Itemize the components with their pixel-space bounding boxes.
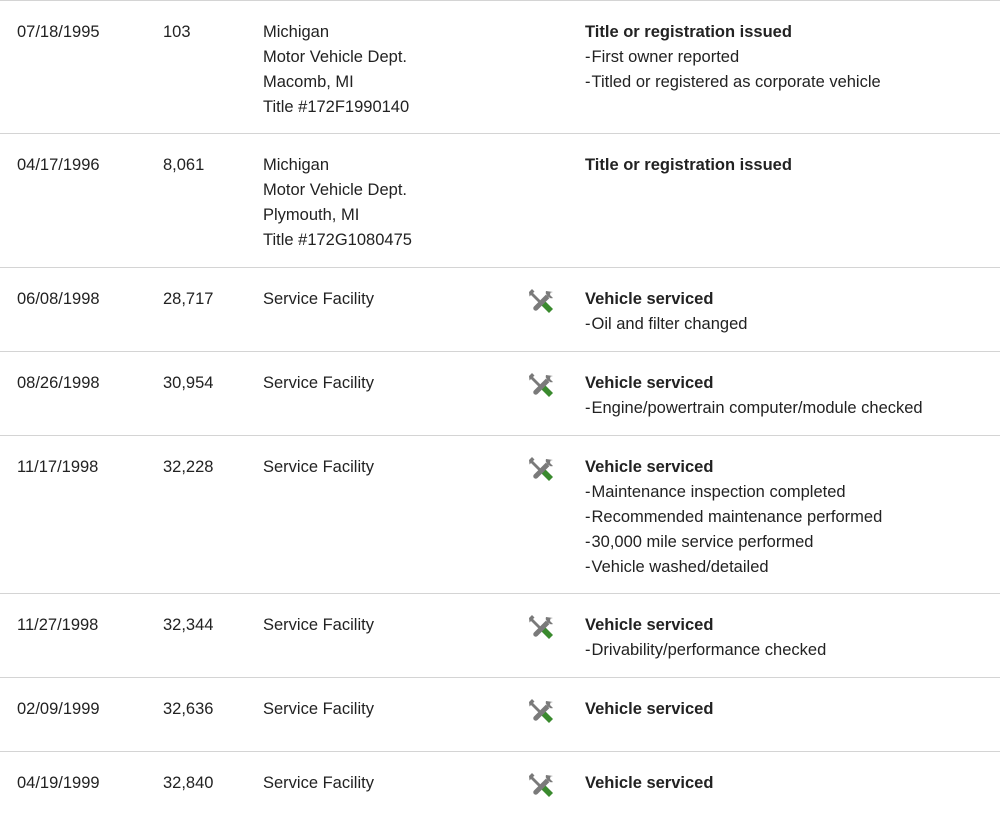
- source-line: Service Facility: [263, 616, 374, 634]
- record-details: [585, 613, 826, 663]
- record-date: 02/09/1999: [17, 700, 100, 718]
- record-details: [585, 771, 713, 796]
- history-record: [0, 594, 1000, 678]
- source-line: Title #172F1990140: [263, 98, 410, 116]
- record-date: 08/26/1998: [17, 374, 100, 392]
- history-record: [0, 268, 1000, 352]
- record-source: [263, 771, 374, 796]
- record-mileage: 32,344: [163, 616, 214, 634]
- record-mileage: 28,717: [163, 290, 214, 308]
- record-title: Vehicle serviced: [585, 616, 714, 634]
- record-details: [585, 20, 881, 95]
- wrench-screwdriver-icon: [526, 370, 556, 400]
- history-record: [0, 752, 1000, 822]
- wrench-screwdriver-icon: [526, 696, 556, 726]
- history-record: [0, 134, 1000, 268]
- record-date: 06/08/1998: [17, 290, 100, 308]
- record-date: 11/17/1998: [17, 458, 99, 476]
- record-title: Vehicle serviced: [585, 374, 714, 392]
- wrench-screwdriver-icon: [526, 612, 556, 642]
- source-line: Title #172G1080475: [263, 231, 412, 249]
- record-date: 04/17/1996: [17, 156, 100, 174]
- record-source: [263, 455, 374, 480]
- source-line: Michigan: [263, 23, 330, 41]
- source-line: Service Facility: [263, 700, 374, 718]
- record-mileage: 30,954: [163, 374, 214, 392]
- detail-item: - Oil and filter changed: [585, 312, 747, 337]
- detail-item: - Titled or registered as corporate vehicle: [585, 70, 881, 95]
- record-mileage: 32,228: [163, 458, 214, 476]
- record-details: [585, 455, 882, 580]
- detail-item: - Maintenance inspection completed: [585, 480, 882, 505]
- record-date: 04/19/1999: [17, 774, 100, 792]
- record-source: [263, 153, 412, 253]
- source-line: Service Facility: [263, 774, 374, 792]
- source-line: Motor Vehicle Dept.: [263, 181, 407, 199]
- detail-item: - Engine/powertrain computer/module checked: [585, 396, 923, 421]
- record-title: Vehicle serviced: [585, 774, 714, 792]
- wrench-screwdriver-icon: [526, 454, 556, 484]
- record-title: Vehicle serviced: [585, 700, 714, 718]
- wrench-screwdriver-icon: [526, 770, 556, 800]
- record-source: [263, 697, 374, 722]
- record-title: Title or registration issued: [585, 156, 792, 174]
- record-date: 11/27/1998: [17, 616, 99, 634]
- record-details: [585, 371, 923, 421]
- record-title: Vehicle serviced: [585, 458, 714, 476]
- history-record: [0, 678, 1000, 752]
- record-mileage: 32,636: [163, 700, 214, 718]
- record-date: 07/18/1995: [17, 23, 100, 41]
- source-line: Michigan: [263, 156, 330, 174]
- record-mileage: 32,840: [163, 774, 214, 792]
- record-source: [263, 20, 409, 120]
- source-line: Plymouth, MI: [263, 206, 360, 224]
- record-details: [585, 697, 713, 722]
- record-mileage: 8,061: [163, 156, 205, 174]
- detail-item: - Drivability/performance checked: [585, 638, 826, 663]
- history-record: [0, 436, 1000, 594]
- record-details: [585, 153, 792, 178]
- history-record: [0, 1, 1000, 134]
- source-line: Service Facility: [263, 458, 374, 476]
- detail-item: - 30,000 mile service performed: [585, 530, 882, 555]
- history-record: [0, 352, 1000, 436]
- detail-item: - First owner reported: [585, 45, 881, 70]
- record-source: [263, 371, 374, 396]
- record-details: [585, 287, 747, 337]
- detail-item: - Recommended maintenance performed: [585, 505, 882, 530]
- record-source: [263, 613, 374, 638]
- source-line: Motor Vehicle Dept.: [263, 48, 407, 66]
- source-line: Service Facility: [263, 374, 374, 392]
- source-line: Macomb, MI: [263, 73, 354, 91]
- record-title: Title or registration issued: [585, 23, 792, 41]
- record-title: Vehicle serviced: [585, 290, 714, 308]
- detail-item: - Vehicle washed/detailed: [585, 555, 882, 580]
- wrench-screwdriver-icon: [526, 286, 556, 316]
- source-line: Service Facility: [263, 290, 374, 308]
- record-source: [263, 287, 374, 312]
- record-mileage: 103: [163, 23, 191, 41]
